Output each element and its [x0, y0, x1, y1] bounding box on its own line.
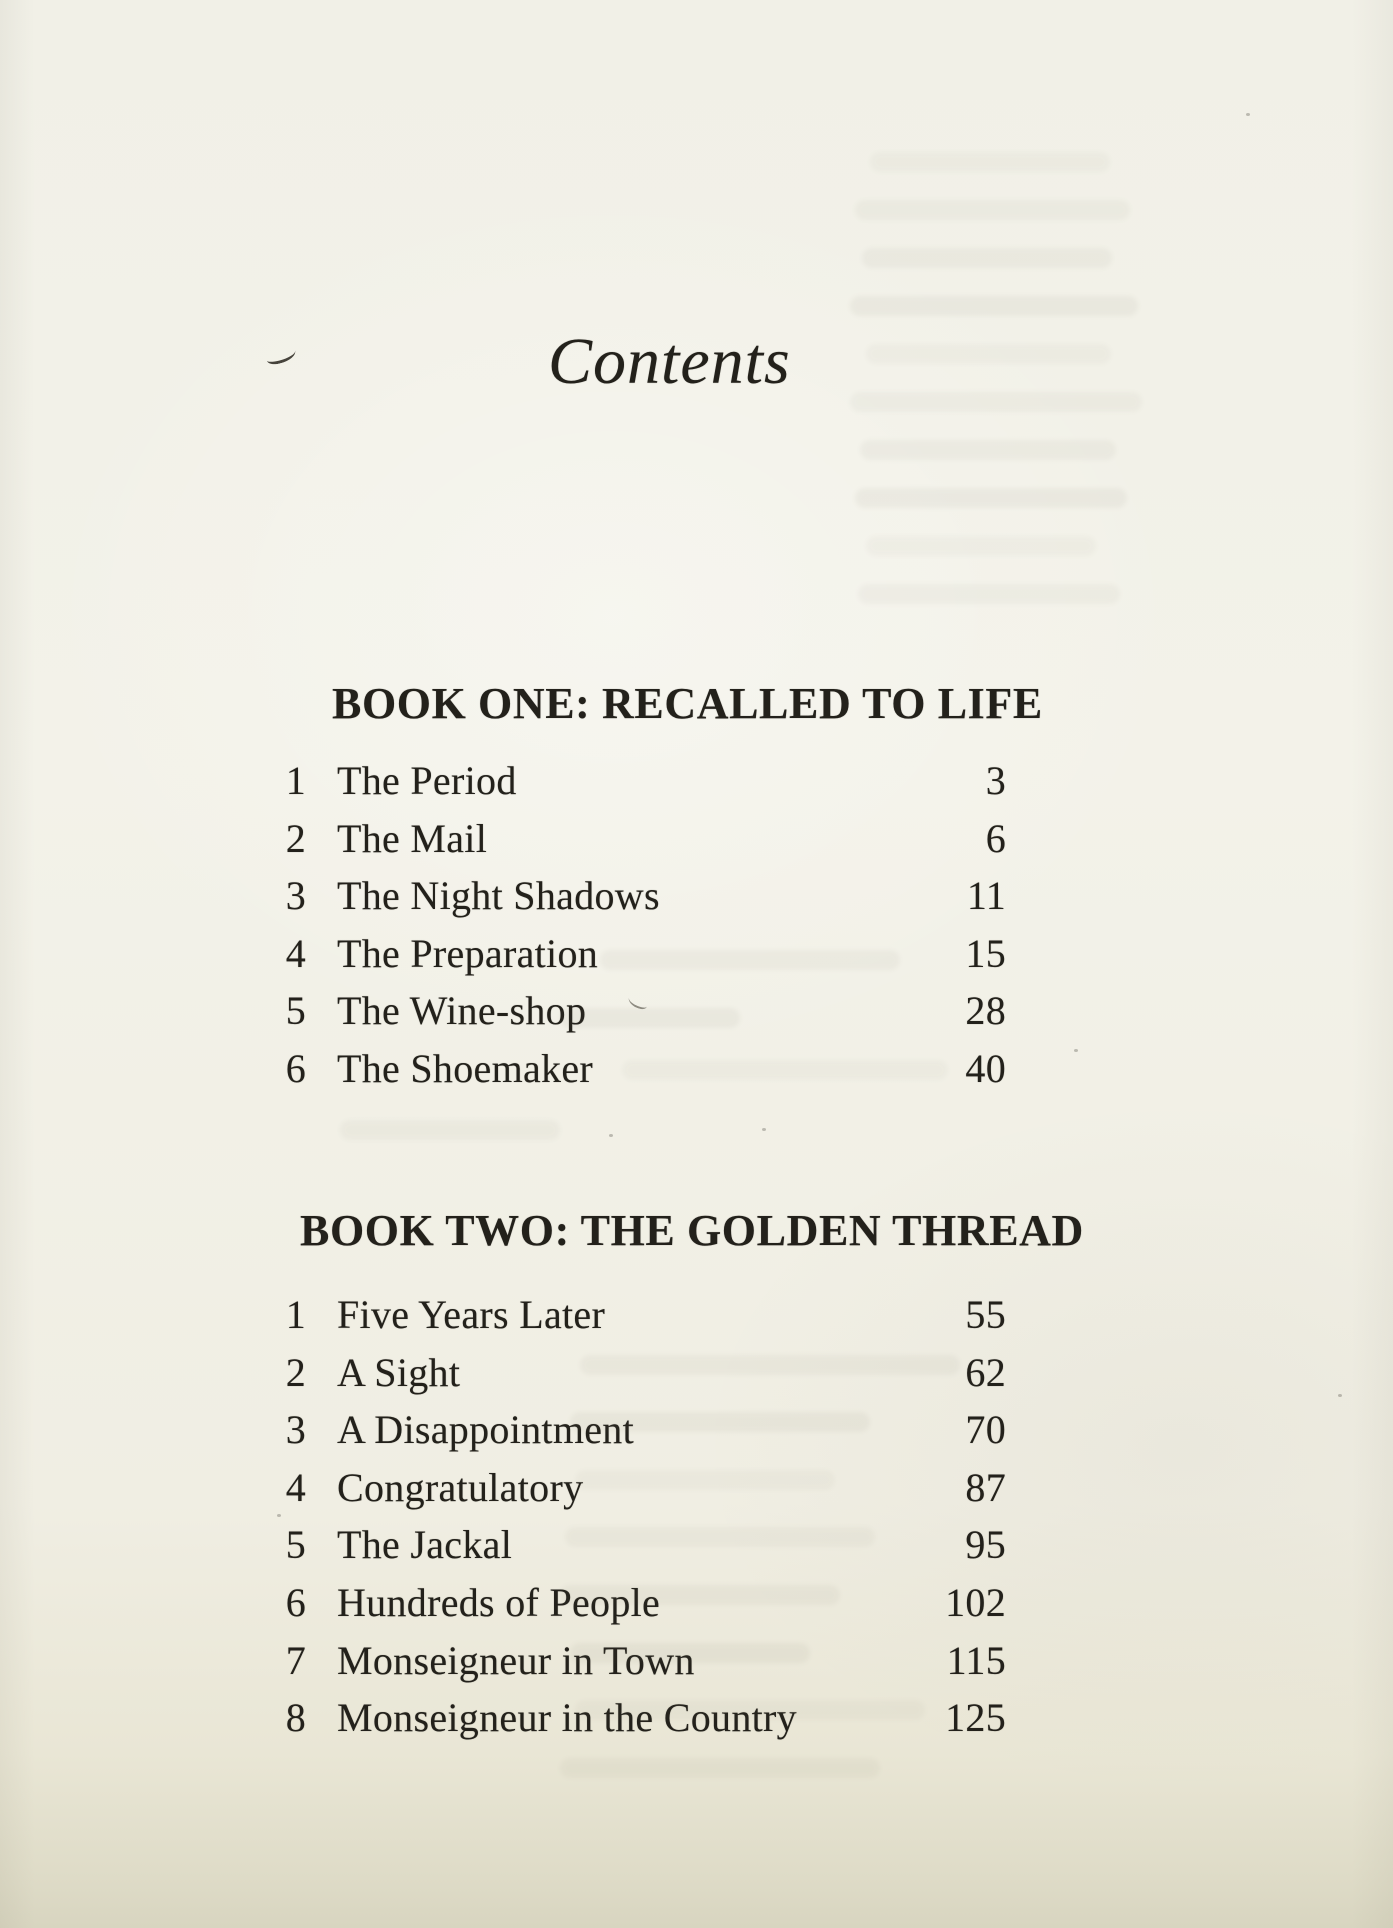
toc-row	[280, 1632, 1006, 1690]
chapter-number: 4	[285, 1464, 306, 1510]
toc-row	[280, 1459, 1006, 1517]
toc-row	[280, 867, 1006, 925]
bleed-through-line	[866, 536, 1096, 556]
bleed-through-line	[855, 488, 1127, 508]
chapter-title: Monseigneur in Town	[337, 1637, 695, 1683]
bleed-through-line	[850, 296, 1138, 316]
chapter-number: 4	[285, 930, 306, 976]
page-title: Contents	[548, 325, 791, 398]
book-two-chapter-list	[280, 1286, 1006, 1747]
chapter-title: The Preparation	[337, 930, 599, 976]
chapter-page-number: 115	[946, 1637, 1006, 1683]
toc-row	[280, 1286, 1006, 1344]
toc-row	[280, 1574, 1006, 1632]
chapter-page-number: 125	[945, 1695, 1006, 1741]
toc-row	[280, 1344, 1006, 1402]
chapter-page-number: 55	[965, 1292, 1006, 1337]
bleed-through-line	[340, 1120, 560, 1140]
paper-speck	[609, 1134, 613, 1137]
chapter-number: 5	[285, 988, 306, 1034]
chapter-title: Five Years Later	[337, 1292, 606, 1337]
toc-row	[280, 810, 1006, 868]
book-two-heading: BOOK TWO: THE GOLDEN THREAD	[300, 1205, 1084, 1255]
chapter-page-number: 40	[965, 1045, 1006, 1091]
chapter-page-number: 102	[945, 1579, 1006, 1625]
book-one-chapter-list	[280, 752, 1006, 1098]
bleed-through-line	[560, 1758, 880, 1778]
chapter-title: A Disappointment	[337, 1407, 635, 1453]
toc-row	[280, 1516, 1006, 1574]
chapter-number: 5	[285, 1522, 306, 1568]
chapter-number: 3	[285, 873, 306, 919]
chapter-number: 3	[285, 1407, 306, 1453]
chapter-title: Congratulatory	[337, 1464, 584, 1510]
chapter-page-number: 62	[965, 1349, 1006, 1395]
chapter-page-number: 6	[985, 815, 1006, 861]
toc-row	[280, 1040, 1006, 1098]
chapter-title: The Shoemaker	[337, 1045, 594, 1091]
chapter-number: 2	[285, 815, 306, 861]
bleed-through-line	[866, 344, 1111, 364]
chapter-page-number: 70	[965, 1407, 1006, 1453]
toc-row	[280, 1401, 1006, 1459]
chapter-title: The Mail	[337, 815, 488, 861]
chapter-page-number: 87	[965, 1464, 1006, 1510]
chapter-title: The Jackal	[337, 1522, 513, 1568]
chapter-number: 6	[285, 1045, 306, 1091]
chapter-title: The Period	[337, 758, 517, 803]
bleed-through-line	[855, 200, 1130, 220]
bleed-through-line	[870, 152, 1110, 172]
paper-speck	[1338, 1394, 1342, 1397]
toc-row	[280, 982, 1006, 1040]
chapter-number: 1	[285, 758, 306, 803]
chapter-number: 7	[285, 1637, 306, 1683]
paper-speck	[762, 1128, 766, 1131]
chapter-title: Hundreds of People	[337, 1579, 661, 1625]
bleed-through-line	[862, 248, 1112, 268]
book-one-heading: BOOK ONE: RECALLED TO LIFE	[332, 678, 1043, 728]
bleed-through-line	[850, 392, 1142, 412]
chapter-number: 6	[285, 1579, 306, 1625]
chapter-page-number: 11	[966, 873, 1006, 919]
toc-row	[280, 752, 1006, 810]
chapter-title: A Sight	[337, 1349, 461, 1395]
chapter-number: 1	[285, 1292, 306, 1337]
chapter-page-number: 28	[965, 988, 1006, 1034]
chapter-page-number: 15	[965, 930, 1006, 976]
chapter-number: 2	[285, 1349, 306, 1395]
chapter-page-number: 3	[985, 758, 1006, 803]
chapter-title: The Night Shadows	[337, 873, 660, 919]
chapter-title: The Wine-shop	[337, 988, 587, 1034]
bleed-through-line	[860, 440, 1116, 460]
toc-row	[280, 925, 1006, 983]
paper-speck	[1246, 113, 1250, 116]
pen-mark	[265, 345, 298, 367]
bleed-through-line	[858, 584, 1120, 604]
paper-speck	[1074, 1049, 1078, 1052]
paper-speck	[277, 1514, 281, 1517]
toc-row	[280, 1689, 1006, 1747]
chapter-title: Monseigneur in the Country	[337, 1695, 797, 1741]
chapter-number: 8	[285, 1695, 306, 1741]
chapter-page-number: 95	[965, 1522, 1006, 1568]
